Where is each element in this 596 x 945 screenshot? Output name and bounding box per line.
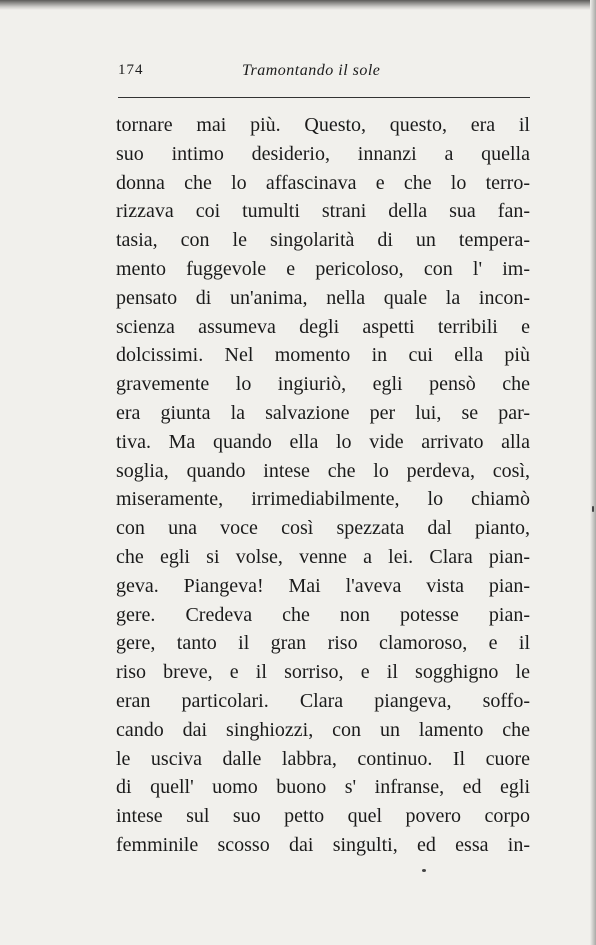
page-number: 174: [118, 62, 144, 78]
text-line: di quell' uomo buono s' infranse, ed egli: [116, 776, 530, 799]
running-title: Tramontando il sole: [242, 62, 381, 79]
text-line: era giunta la salvazione per lui, se par-: [116, 401, 530, 424]
text-line: gravemente lo ingiuriò, egli pensò che: [116, 373, 530, 396]
ink-speck: [592, 506, 594, 512]
text-line: gere, tanto il gran riso clamoroso, e il: [116, 632, 530, 655]
header-rule: [118, 97, 530, 98]
page-top-edge: [0, 0, 596, 10]
text-line: cando dai singhiozzi, con un lamento che: [116, 718, 530, 741]
page-right-edge: [590, 0, 596, 945]
text-line: soglia, quando intese che lo perdeva, così,: [116, 459, 530, 482]
text-line: gere. Credeva che non potesse pian-: [116, 603, 530, 626]
text-line: donna che lo affascinava e che lo terro-: [116, 171, 530, 194]
text-line: suo intimo desiderio, innanzi a quella: [116, 142, 530, 165]
text-line: intese sul suo petto quel povero corpo: [116, 805, 530, 828]
text-line: che egli si volse, venne a lei. Clara pian-: [116, 545, 530, 568]
text-line: mento fuggevole e pericoloso, con l' im-: [116, 257, 530, 280]
text-line: femminile scosso dai singulti, ed essa in-: [116, 833, 530, 856]
text-line: rizzava coi tumulti strani della sua fan-: [116, 200, 530, 223]
text-line: riso breve, e il sorriso, e il sogghigno le: [116, 661, 530, 684]
running-header: [118, 62, 530, 88]
text-line: le usciva dalle labbra, continuo. Il cuore: [116, 747, 530, 770]
text-line: eran particolari. Clara piangeva, soffo-: [116, 689, 530, 712]
text-line: tiva. Ma quando ella lo vide arrivato alla: [116, 430, 530, 453]
text-line: dolcissimi. Nel momento in cui ella più: [116, 344, 530, 367]
text-line: con una voce così spezzata dal pianto,: [116, 517, 530, 540]
text-line: tasia, con le singolarità di un tempera-: [116, 229, 530, 252]
ink-speck: [422, 869, 426, 872]
text-line: geva. Piangeva! Mai l'aveva vista pian-: [116, 574, 530, 597]
text-line: pensato di un'anima, nella quale la incon-: [116, 286, 530, 309]
body-text: [116, 111, 530, 860]
text-line: miseramente, irrimediabilmente, lo chiamò: [116, 488, 530, 511]
text-line: tornare mai più. Questo, questo, era il: [116, 114, 530, 136]
text-line: scienza assumeva degli aspetti terribili e: [116, 315, 530, 338]
